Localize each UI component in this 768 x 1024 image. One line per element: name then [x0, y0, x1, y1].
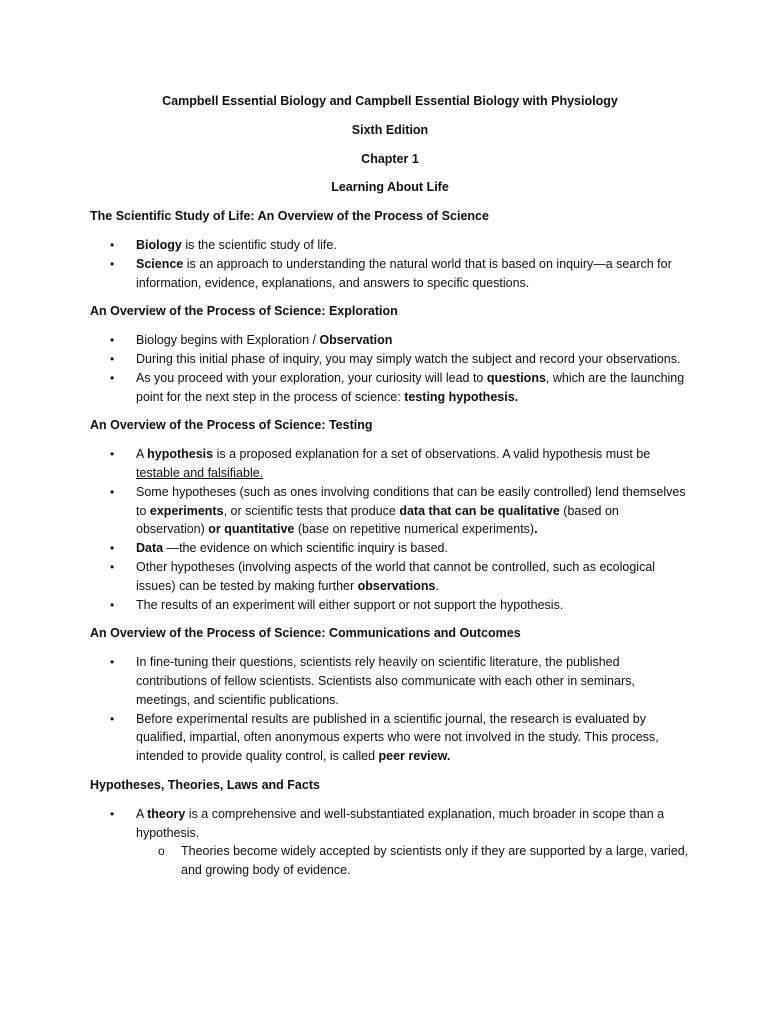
bullet-icon: •: [110, 370, 115, 385]
list-item: [90, 653, 690, 709]
bullet-icon: •: [110, 559, 115, 574]
text: is a comprehensive and well-substantiated explanation, much broader in scope than a hypothesis.: [136, 806, 665, 840]
text: In fine-tuning their questions, scientists rely heavily on scientific literature, the published contributions of fellow scientists. Scientists also communicate with each other in seminars, meetings, and scientific publications.: [136, 655, 635, 707]
text: , which are the launching point for the next step in the process of science:: [136, 370, 685, 404]
document-content: [90, 92, 690, 890]
bullet-icon: •: [110, 806, 115, 821]
bullet-icon: •: [110, 256, 115, 271]
term: questions: [486, 370, 546, 385]
list-item: [90, 350, 690, 369]
bullet-list: [90, 653, 690, 766]
text: A: [136, 447, 148, 462]
list-item: [90, 255, 690, 293]
text: Other hypotheses (involving aspects of the world that cannot be controlled, such as ecological issues) can be tested by making further: [136, 559, 656, 593]
term: observations: [357, 578, 436, 593]
text: —the evidence on which scientific inquiry is based.: [163, 541, 448, 556]
text: , or scientific tests that produce: [223, 503, 400, 518]
text: (base on repetitive numerical experiments): [294, 522, 535, 537]
text: During this initial phase of inquiry, you may simply watch the subject and record your observations.: [136, 351, 681, 366]
term: Data: [136, 541, 164, 556]
section-heading-testing: An Overview of the Process of Science: Testing: [90, 418, 373, 433]
list-item: [90, 483, 690, 539]
circle-bullet-icon: o: [158, 844, 165, 859]
text: Some hypotheses (such as ones involving conditions that can be easily controlled) lend themselves to: [136, 484, 686, 518]
text: is the scientific study of life.: [181, 237, 337, 252]
text: Biology begins with Exploration /: [136, 333, 320, 348]
bullet-list: [90, 445, 690, 614]
term: theory: [147, 806, 186, 821]
section-heading-theories: Hypotheses, Theories, Laws and Facts: [90, 777, 320, 792]
term: Observation: [319, 333, 393, 348]
bullet-icon: •: [110, 333, 115, 348]
bullet-list: [90, 236, 690, 292]
text: is an approach to understanding the natural world that is based on inquiry—a search for information, evidence, explanations, and answers to specific questions.: [136, 256, 672, 290]
bullet-icon: •: [110, 711, 115, 726]
term: Biology: [136, 237, 182, 252]
term: .: [534, 522, 538, 537]
term: hypothesis: [147, 447, 214, 462]
text: Theories become widely accepted by scientists only if they are supported by a large, varied, and growing body of evidence.: [181, 844, 689, 878]
text: As you proceed with your exploration, your curiosity will lead to: [136, 370, 487, 385]
section-heading-exploration: An Overview of the Process of Science: Exploration: [90, 304, 398, 319]
bullet-icon: •: [110, 237, 115, 252]
term: peer review.: [378, 749, 451, 764]
bullet-list: [90, 805, 690, 880]
list-item: [90, 558, 690, 596]
list-item: [90, 236, 690, 255]
bullet-icon: •: [110, 541, 115, 556]
term: or quantitative: [208, 522, 295, 537]
term: experiments: [149, 503, 224, 518]
list-item: [90, 331, 690, 350]
list-item: [90, 445, 690, 483]
book-title: Campbell Essential Biology and Campbell Essential Biology with Physiology: [162, 94, 618, 108]
section-heading-communications: An Overview of the Process of Science: Communications and Outcomes: [90, 626, 521, 641]
term: data that can be qualitative: [399, 503, 560, 518]
underlined-text: testable and falsifiable.: [136, 465, 264, 480]
bullet-icon: •: [110, 597, 115, 612]
list-item: [90, 539, 690, 558]
list-item: [90, 596, 690, 615]
text: .: [435, 578, 439, 593]
text: A: [136, 806, 148, 821]
sub-list-item: [90, 842, 690, 880]
bullet-list: [90, 331, 690, 406]
term: testing hypothesis.: [404, 389, 519, 404]
edition: Sixth Edition: [351, 122, 429, 137]
section-heading-scientific-study: The Scientific Study of Life: An Overview of the Process of Science: [90, 209, 489, 224]
text: (based on observation): [136, 503, 619, 537]
list-item: [90, 710, 690, 766]
text: Before experimental results are published in a scientific journal, the research is evaluated by qualified, impartial, often anonymous experts who were not involved in the study. This process, intended to provide quality control, is called: [136, 711, 659, 764]
list-item: [90, 369, 690, 407]
text: is a proposed explanation for a set of observations. A valid hypothesis must be: [213, 447, 651, 462]
text: The results of an experiment will either support or not support the hypothesis.: [136, 597, 564, 612]
list-item: [90, 805, 690, 843]
chapter-number: Chapter 1: [361, 151, 419, 166]
bullet-icon: •: [110, 447, 115, 462]
bullet-icon: •: [110, 484, 115, 499]
bullet-icon: •: [110, 655, 115, 670]
chapter-title: Learning About Life: [331, 180, 449, 195]
term: Science: [136, 256, 184, 271]
bullet-icon: •: [110, 351, 115, 366]
